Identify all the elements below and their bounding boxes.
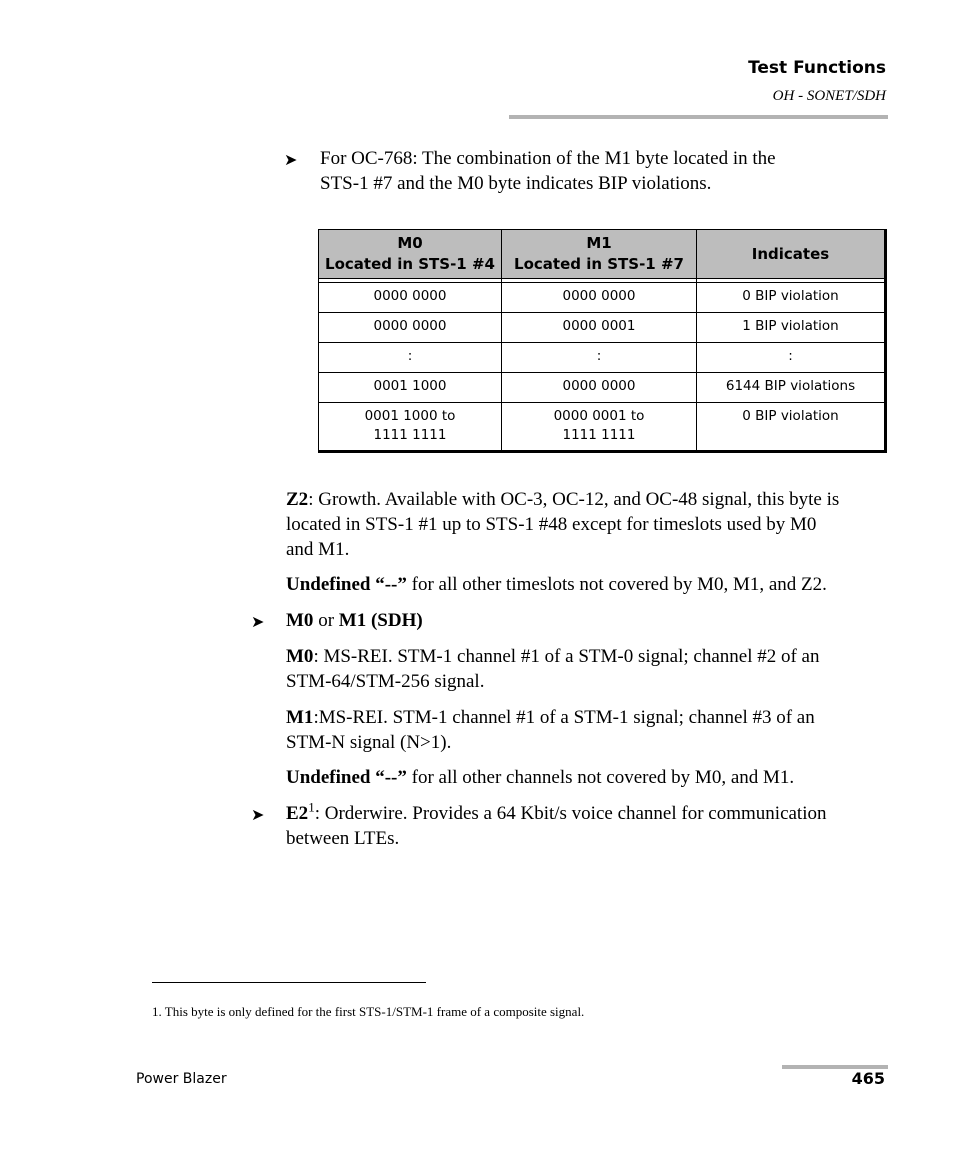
footer-product: Power Blazer bbox=[136, 1071, 227, 1087]
table-row bbox=[319, 313, 886, 343]
table-row bbox=[319, 343, 886, 373]
table-cell: 0000 0000 bbox=[502, 373, 697, 403]
table-row bbox=[319, 403, 886, 452]
table-cell: 0 BIP violation bbox=[697, 403, 886, 452]
table-cell: 0000 0000 bbox=[319, 313, 502, 343]
bullet-arrow-icon: ➤ bbox=[251, 612, 265, 631]
bullet-arrow-icon: ➤ bbox=[251, 805, 265, 824]
table-cell: : bbox=[697, 343, 886, 373]
table-cell: 0001 1000 bbox=[319, 373, 502, 403]
intro-line-1: For OC-768: The combination of the M1 byte located in the bbox=[320, 148, 776, 169]
undefined-channels-paragraph: Undefined “--” for all other channels not covered by M0, and M1. bbox=[286, 767, 795, 788]
m0-m1-bullet: M0 or M1 (SDH) bbox=[286, 610, 423, 631]
intro-line-2: STS-1 #7 and the M0 byte indicates BIP violations. bbox=[320, 173, 712, 194]
z2-label: Z2 bbox=[286, 489, 309, 510]
table-cell: 0000 0000 bbox=[319, 283, 502, 313]
m0-description: M0: MS-REI. STM-1 channel #1 of a STM-0 signal; channel #2 of an STM-64/STM-256 signal. bbox=[286, 646, 820, 692]
bip-table bbox=[318, 229, 887, 453]
table-row bbox=[319, 373, 886, 403]
m1-description: M1:MS-REI. STM-1 channel #1 of a STM-1 signal; channel #3 of an STM-N signal (N>1). bbox=[286, 707, 815, 753]
e2-bullet: $E2^1$: Orderwire. Provides a 64 Kbit/s voice channel for communication between LTEs. bbox=[286, 799, 827, 849]
intro-bullet-text bbox=[320, 146, 776, 196]
table-header-m1: M1 Located in STS-1 #7 bbox=[502, 230, 697, 279]
table-header-indicates: Indicates bbox=[697, 230, 886, 279]
bullet-arrow-icon: ➤ bbox=[284, 150, 298, 169]
footnote-rule bbox=[152, 982, 426, 983]
table-cell: 0001 1000 to 1111 1111 bbox=[319, 403, 502, 452]
undefined-timeslots-paragraph: Undefined “--” for all other timeslots not covered by M0, M1, and Z2. bbox=[286, 574, 827, 595]
table-cell: 0000 0000 bbox=[502, 283, 697, 313]
z2-paragraph: Z2: Growth. Available with OC-3, OC-12, and OC-48 signal, this byte is located in STS-1 #1 up to STS-1 #48 except for timeslots used by M0 and M1. bbox=[286, 489, 840, 560]
footnote-ref[interactable]: 1 bbox=[308, 799, 315, 815]
table-cell: 6144 BIP violations bbox=[697, 373, 886, 403]
table-cell: 1 BIP violation bbox=[697, 313, 886, 343]
table-cell: 0000 0001 bbox=[502, 313, 697, 343]
section-title: Test Functions bbox=[748, 58, 886, 78]
footnote-text: 1. This byte is only defined for the first STS-1/STM-1 frame of a composite signal. bbox=[152, 1004, 585, 1019]
table-cell: 0 BIP violation bbox=[697, 283, 886, 313]
header-rule bbox=[509, 115, 888, 119]
table-row bbox=[319, 283, 886, 313]
table-header-row bbox=[319, 230, 886, 279]
subsection-title: OH - SONET/SDH bbox=[772, 88, 886, 104]
table-header-m0: M0 Located in STS-1 #4 bbox=[319, 230, 502, 279]
table-cell: 0000 0001 to 1111 1111 bbox=[502, 403, 697, 452]
table-cell: : bbox=[502, 343, 697, 373]
table-cell: : bbox=[319, 343, 502, 373]
page-number: 465 bbox=[851, 1069, 885, 1088]
